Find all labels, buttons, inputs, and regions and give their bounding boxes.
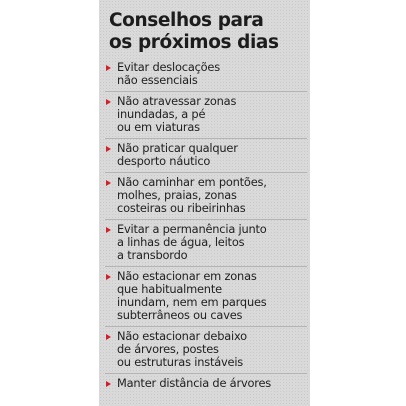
- tip-line: que habitualmente: [117, 282, 222, 296]
- tips-list: [105, 58, 307, 394]
- tip-line: subterrâneos ou caves: [117, 308, 243, 322]
- red-triangle-arrow-icon: [106, 99, 111, 105]
- tip-line: Evitar deslocações: [117, 60, 220, 74]
- red-triangle-arrow-icon: [106, 274, 111, 280]
- title-line-2: os próximos dias: [109, 32, 279, 53]
- red-triangle-arrow-icon: [106, 65, 111, 71]
- tip-line: Não praticar qualquer: [117, 141, 238, 155]
- tip-line: molhes, praias, zonas: [117, 188, 237, 202]
- title-line-1: Conselhos para: [109, 10, 264, 31]
- tip-item: [105, 139, 307, 173]
- tip-item: [105, 58, 307, 92]
- red-triangle-arrow-icon: [106, 381, 111, 387]
- tip-line: ou estruturas instáveis: [117, 355, 244, 369]
- tip-line: a transbordo: [117, 248, 188, 262]
- tip-line: Manter distância de árvores: [117, 376, 272, 390]
- tip-item: [105, 92, 307, 139]
- red-triangle-arrow-icon: [106, 334, 111, 340]
- tip-line: não essenciais: [117, 73, 198, 87]
- tip-line: Não atravessar zonas: [117, 94, 237, 108]
- tip-line: costeiras ou ribeirinhas: [117, 201, 246, 215]
- red-triangle-arrow-icon: [106, 146, 111, 152]
- tip-line: Não caminhar em pontões,: [117, 175, 267, 189]
- box-title: [109, 10, 309, 54]
- advice-box: [99, 0, 310, 406]
- tip-line: inundam, nem em parques: [117, 295, 267, 309]
- tip-line: de árvores, postes: [117, 342, 219, 356]
- tip-line: Evitar a permanência junto: [117, 222, 267, 236]
- tip-line: Não estacionar em zonas: [117, 269, 257, 283]
- red-triangle-arrow-icon: [106, 180, 111, 186]
- tip-line: ou em viaturas: [117, 120, 200, 134]
- tip-item: [105, 173, 307, 220]
- tip-line: Não estacionar debaixo: [117, 329, 247, 343]
- tip-line: desporto náutico: [117, 154, 211, 168]
- tip-line: inundadas, a pé: [117, 107, 206, 121]
- tip-item: [105, 220, 307, 267]
- tip-item: [105, 327, 307, 374]
- red-triangle-arrow-icon: [106, 227, 111, 233]
- tip-item: [105, 267, 307, 327]
- tip-item: [105, 374, 307, 394]
- tip-line: a linhas de água, leitos: [117, 235, 245, 249]
